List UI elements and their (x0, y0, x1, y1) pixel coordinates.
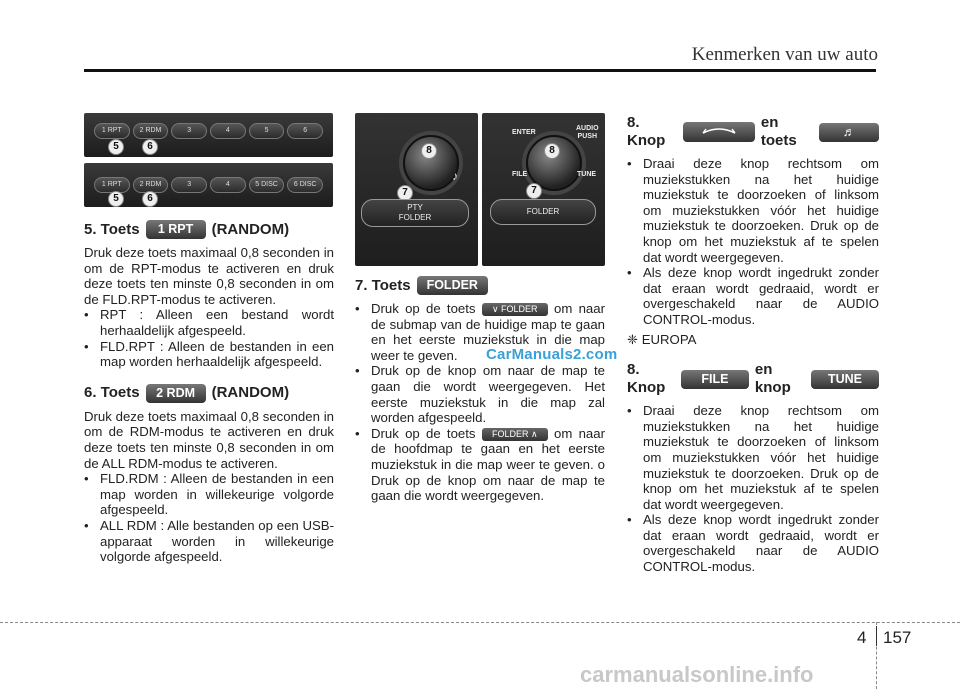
section-8a-title-pre: 8. Knop (627, 114, 666, 149)
folder-button-pill: FOLDER (417, 276, 488, 295)
pty-folder-label: PTY FOLDER (398, 203, 432, 222)
preset-button: 3 (171, 177, 207, 193)
section-5-title-pre: 5. Toets (84, 220, 140, 238)
pty-folder-button (361, 199, 469, 227)
list-item: • FLD.RDM : Alleen de bestanden in een map worden in willekeurige volgorde afgespeeld. (84, 471, 334, 518)
rdm-button-pill: 2 RDM (146, 384, 206, 403)
list-item: • Draai deze knop rechtsom om muziekstukken na het huidige muziekstuk te doorzoeken of linksom om muziekstukken vóór het huidige muziekstuk te doorzoeken. Druk op de knop om het muziekstuk af te spelen dat wordt weergegeven. (627, 156, 879, 265)
folder-pill-label: FOLDER (501, 304, 538, 315)
preset-button: 5 (249, 123, 285, 139)
callout-6: 6 (142, 191, 158, 207)
preset-button: 4 (210, 123, 246, 139)
list-item: • Als deze knop wordt ingedrukt zonder dat eraan wordt gedraaid, wordt er overgeschakeld naar de AUDIO CONTROL-modus. (627, 512, 879, 574)
list-item: • Als deze knop wordt ingedrukt zonder dat eraan wordt gedraaid, wordt er overgeschakeld naar de AUDIO CONTROL-modus. (627, 265, 879, 327)
file-label: FILE (512, 171, 528, 178)
page-number-separator (876, 626, 877, 646)
column-right (627, 104, 879, 575)
preset-row-2 (94, 177, 323, 193)
footer-watermark-link[interactable]: carmanualsonline.info (580, 662, 814, 687)
music-note-icon: ♬ (842, 124, 856, 139)
preset-button: 3 (171, 123, 207, 139)
section-5-title-post: (RANDOM) (211, 220, 290, 238)
chapter-number: 4 (857, 628, 867, 647)
section-7-list (355, 301, 605, 504)
section-8a-title-mid: en toets (760, 114, 797, 149)
folder-button-label: FOLDER (526, 207, 560, 216)
curved-arrow-icon (699, 124, 739, 136)
item-text-pre: Druk op de toets (371, 425, 476, 441)
radio-preset-photo-1 (84, 113, 333, 157)
chevron-down-icon: ∨ (491, 304, 502, 315)
music-note-icon: ♪ (452, 169, 458, 183)
section-5-list (84, 307, 334, 369)
rpt-button-pill: 1 RPT (146, 220, 206, 239)
callout-8: 8 (544, 143, 560, 159)
callout-7: 7 (526, 183, 542, 199)
section-6-body: Druk deze toets maximaal 0,8 seconden in om de RDM-modus te activeren en druk deze toets ten minste 0,8 seconden in om de ALL RDM-modus te activeren. (84, 408, 334, 471)
preset-button: 5 DISC (249, 177, 285, 193)
callout-8: 8 (421, 143, 437, 159)
knob-photo-right (482, 113, 605, 266)
item-text-post: om naar de hoofdmap te gaan en het eerste muziekstuk in die map weer te geven. o Druk op de knop om naar de map te gaan die wordt weergegeven. (371, 425, 605, 504)
preset-button: 2 RDM (133, 123, 169, 139)
page-number: 157 (883, 628, 912, 647)
section-6-list (84, 471, 334, 565)
preset-row-1 (94, 123, 323, 139)
watermark-link[interactable]: CarManuals2.com (486, 346, 618, 363)
section-6-heading (84, 384, 334, 403)
preset-button: 6 DISC (287, 177, 323, 193)
list-item: • RPT : Alleen een bestand wordt herhaaldelijk afgespeeld. (84, 307, 334, 338)
preset-button: 2 RDM (133, 177, 169, 193)
section-8b-list (627, 403, 879, 575)
list-item (355, 426, 605, 504)
page-header-title: Kenmerken van uw auto (691, 44, 878, 65)
section-6-title-post: (RANDOM) (211, 384, 290, 402)
seek-knob-pill (683, 122, 755, 142)
section-5-heading (84, 220, 334, 239)
footer-rule (0, 622, 960, 623)
folder-button (490, 199, 596, 225)
section-8a-list (627, 156, 879, 328)
preset-button: 6 (287, 123, 323, 139)
callout-7: 7 (397, 185, 413, 201)
preset-button: 4 (210, 177, 246, 193)
section-7-title-pre: 7. Toets (355, 276, 411, 294)
item-text-post: Druk op de knop om naar de map te gaan die wordt weergegeven. Het eerste muziekstuk in die map zal worden afgespeeld. (371, 363, 605, 426)
item-text-pre: Druk op de toets (371, 301, 476, 316)
section-8a-heading (627, 114, 879, 150)
folder-down-pill (482, 303, 548, 316)
list-item (355, 363, 605, 425)
section-8b-heading (627, 361, 879, 397)
section-7-heading (355, 276, 605, 295)
enter-label: ENTER (512, 129, 536, 136)
music-note-pill (819, 123, 879, 142)
callout-5: 5 (108, 139, 124, 155)
section-5-body: Druk deze toets maximaal 0,8 seconden in om de RPT-modus te activeren en druk deze toets ten minste 0,8 seconden in om de FLD.RPT-modus te activeren. (84, 245, 334, 307)
knob-photo-left (355, 113, 478, 266)
folder-pill-label: FOLDER (491, 428, 529, 439)
section-8b-title-mid: en knop (754, 361, 791, 397)
callout-6: 6 (142, 139, 158, 155)
header-rule (84, 69, 876, 72)
list-item: • ALL RDM : Alle bestanden op een USB-apparaat worden in willekeurige volgorde afgespeeld. (84, 518, 334, 565)
list-item: • Draai deze knop rechtsom om muziekstukken na het huidige muziekstuk te doorzoeken of linksom om muziekstukken vóór het huidige muziekstuk te doorzoeken. Druk op de knop om het muziekstuk af te spelen dat wordt weergegeven. (627, 403, 879, 512)
tune-label: TUNE (577, 171, 597, 178)
callout-5: 5 (108, 191, 124, 207)
preset-button: 1 RPT (94, 123, 130, 139)
audio-push-label: AUDIO PUSH (576, 125, 599, 140)
radio-preset-photo-2 (84, 163, 333, 207)
list-item: • FLD.RPT : Alleen de bestanden in een map worden herhaaldelijk afgespeeld. (84, 339, 334, 370)
chevron-up-icon: ∧ (528, 428, 538, 439)
folder-up-pill (482, 428, 548, 441)
column-left (84, 210, 334, 565)
file-knob-pill: FILE (681, 370, 749, 389)
section-6-title-pre: 6. Toets (84, 384, 140, 402)
preset-button: 1 RPT (94, 177, 130, 193)
europa-note: ❈ EUROPA (627, 331, 697, 347)
tune-knob-pill: TUNE (811, 370, 879, 389)
section-8b-title-pre: 8. Knop (627, 361, 666, 397)
column-middle (355, 266, 605, 504)
item-text-post: om naar de submap van de huidige map te gaan en het eerste muziekstuk in die map weer te geven. (371, 301, 605, 363)
